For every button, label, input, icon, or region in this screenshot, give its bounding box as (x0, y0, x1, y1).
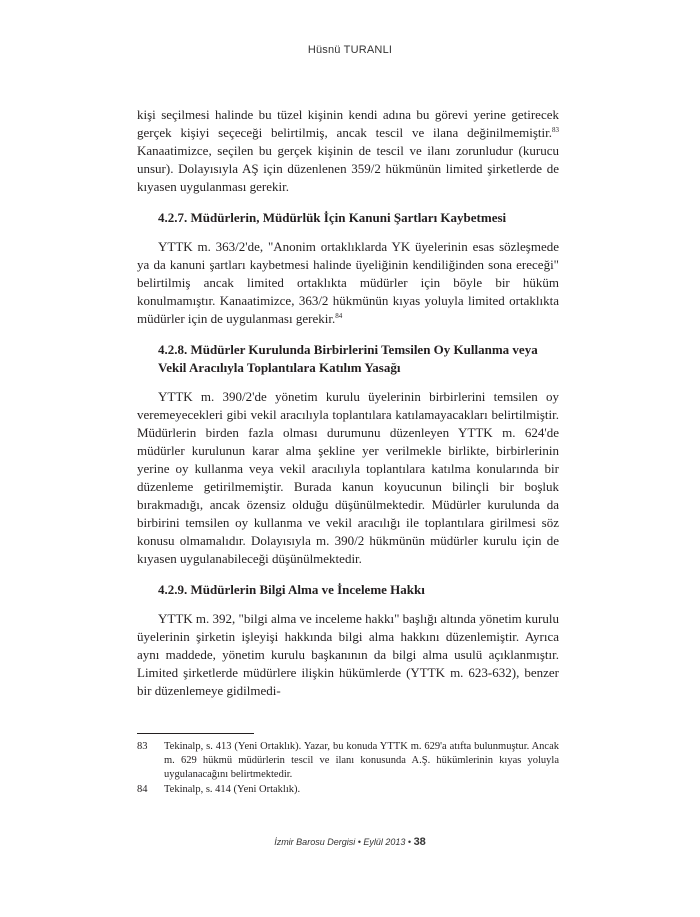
journal-name: İzmir Barosu Dergisi • Eylül 2013 • (274, 837, 412, 847)
footnote-text: Tekinalp, s. 414 (Yeni Ortaklık). (164, 784, 301, 795)
paragraph-text: Kanaatimizce, seçilen bu gerçek kişinin de tescil ve ilanı zorunludur (kurucu unsur). Dolayısıyla AŞ için düzenlenen 359/2 hükmünün limited şirketlerde de kıyasen uygulanması gerekir. (137, 143, 559, 194)
paragraph-continued (137, 106, 559, 196)
footnote-84 (137, 783, 559, 797)
running-footer (0, 836, 700, 848)
paragraph-4-2-8: YTTK m. 390/2'de yönetim kurulu üyelerinin birbirlerini temsilen oy veremeyecekleri gibi vekil aracılıyla toplantılara katılamayacakları belirtilmiştir. Müdürlerin birden fazla olması durumunu düzenleyen YTTK m. 624'de müdürler kurulunun karar alma şekline yer verilmekle birlikte, birbirlerinin yerine oy kullanma veya vekil aracılıyla toplantılara katılma konularında bir düzenleme getirilmemiştir. Burada kanun koyucunun bilinçli bir boşluk bırakmadığı, ancak özensiz olduğu düşünülmektedir. Müdürler kurulunda da birbirini temsilen oy kullanma ve vekil aracılığı ile toplantılara girilmesi söz konusu olmamalıdır. Dolayısıyla m. 390/2 hükmünün müdürler kurulu için de kıyasen uygulanabileceği düşünülmektedir. (137, 389, 559, 566)
footnote-ref-83[interactable]: 83 (552, 126, 559, 134)
main-text (137, 106, 559, 700)
footnote-number: 83 (137, 741, 148, 752)
paragraph-4-2-9: YTTK m. 392, "bilgi alma ve inceleme hakkı" başlığı altında yönetim kurulu üyelerinin şirketin işleyişi hakkında bilgi alma hakkını düzenlemiştir. Ayrıca aynı maddede, yönetim kurulu başkanının da bilgi alma usulü açıklanmıştır. Limited şirketlerde müdürlere ilişkin hükümlerde (YTTK m. 623-632), benzer bir düzenlemeye gidilmedi- (137, 611, 559, 698)
paragraph-text: kişi seçilmesi halinde bu tüzel kişinin kendi adına bu görevi yerine getirecek gerçek kişiyi seçeceği belirtilmiş, ancak tescil ve ilana değinilmemiştir. (137, 107, 559, 140)
running-header-author: Hüsnü TURANLI (307, 44, 393, 56)
footnote-text: Tekinalp, s. 413 (Yeni Ortaklık). Yazar, bu konuda YTTK m. 629'a atıfta bulunmuştur. Ancak m. 629 hükmü müdürlerin tescil ve ilanı konusunda A.Ş. hükümlerinin kıyas yoluyla uygulanacağını belirtmektedir. (164, 741, 559, 780)
footnote-83 (137, 740, 559, 782)
paragraph-text: YTTK m. 363/2'de, "Anonim ortaklıklarda YK üyelerinin esas sözleşmede ya da kanuni şartları kaybetmesi halinde üyeliğinin kendiliğinden sona ereceği" belirtilmiş ancak limited ortaklıkta müdürler için böyle bir hüküm konulmamıştır. Kanaatimizce, 363/2 hükmünün kıyas yoluyla limited ortaklıkta müdürler için de uygulanması gerekir. (137, 239, 559, 326)
paragraph-4-2-7 (137, 238, 559, 328)
footnote-number: 84 (137, 784, 148, 795)
section-heading-4-2-7: 4.2.7. Müdürlerin, Müdürlük İçin Kanuni Şartları Kaybetmesi (158, 210, 507, 225)
section-heading-4-2-9: 4.2.9. Müdürlerin Bilgi Alma ve İnceleme Hakkı (158, 582, 425, 597)
section-heading-4-2-8: 4.2.8. Müdürler Kurulunda Birbirlerini Temsilen Oy Kullanma veya Vekil Aracılıyla Toplantılara Katılım Yasağı (158, 342, 538, 375)
page-number: 38 (413, 836, 426, 848)
footnote-ref-84[interactable]: 84 (335, 312, 343, 320)
footnote-divider (137, 733, 254, 734)
footnotes (137, 740, 559, 798)
